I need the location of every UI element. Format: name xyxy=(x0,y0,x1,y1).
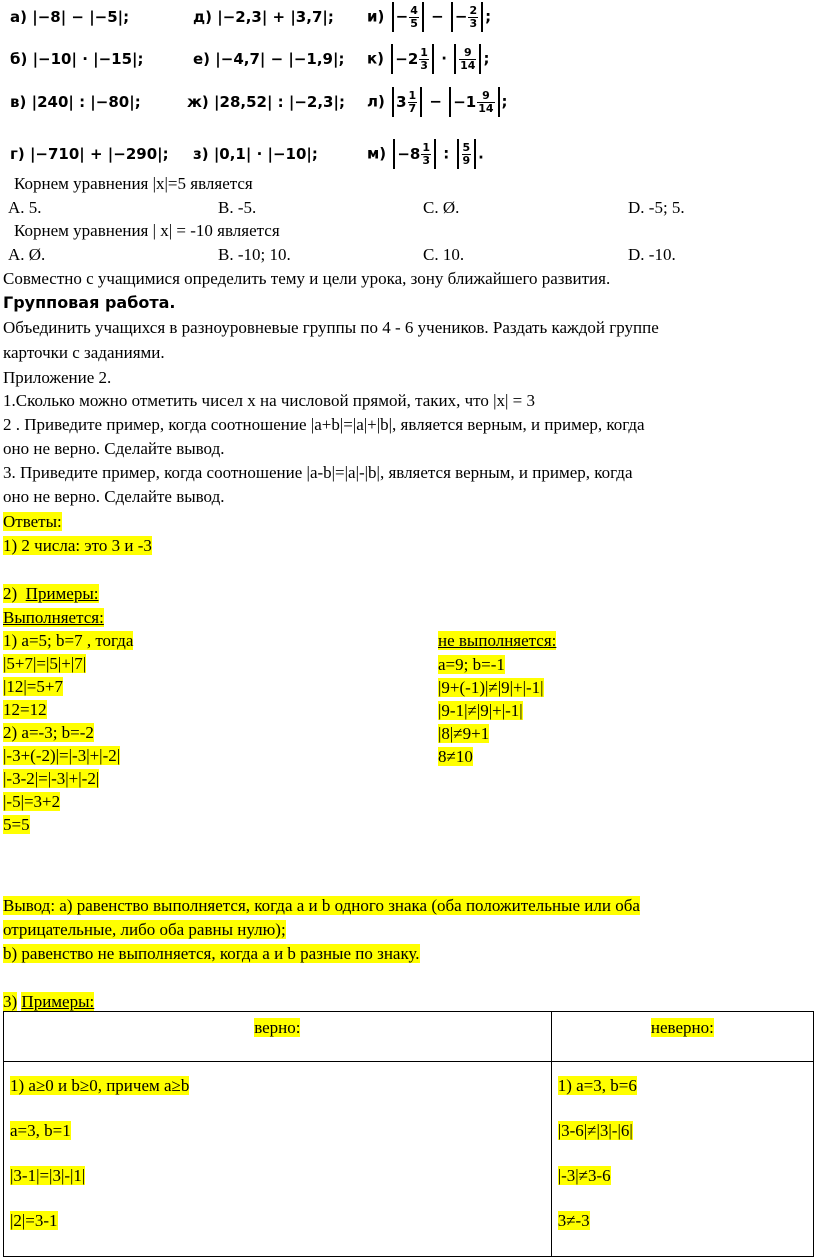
not-holds-label-text: не выполняется: xyxy=(438,631,557,650)
abs-bar xyxy=(391,44,393,74)
task-2-line2: оно не верно. Сделайте вывод. xyxy=(3,439,225,458)
abs-bar xyxy=(474,139,476,169)
table-cell-correct xyxy=(4,1062,552,1257)
line xyxy=(3,652,133,675)
abs-bar xyxy=(392,2,394,32)
abs-bar xyxy=(420,87,422,117)
abs-bar xyxy=(432,44,434,74)
holds-label xyxy=(3,606,104,629)
exercise-expr: |−10| · |−15|; xyxy=(32,50,144,68)
line-text: a=3, b=1 xyxy=(10,1121,71,1140)
denominator: 14 xyxy=(478,101,494,115)
exercise-expr: |0,1| · |−10|; xyxy=(213,145,318,163)
line-text: |8|≠9+1 xyxy=(438,724,490,743)
line xyxy=(10,1119,545,1142)
line xyxy=(558,1209,807,1232)
operator: − xyxy=(431,7,444,26)
exercise-expr: |28,52| : |−2,3|; xyxy=(214,93,345,111)
exercise-label: и) xyxy=(367,7,385,26)
abs-bar xyxy=(454,44,456,74)
header-correct: верно: xyxy=(254,1018,301,1037)
denominator: 3 xyxy=(420,58,428,72)
answer-2-label: Примеры: xyxy=(25,584,99,603)
abs-bar xyxy=(392,87,394,117)
fraction xyxy=(462,142,472,167)
numerator: 1 xyxy=(422,140,431,154)
exercise-k xyxy=(367,44,489,74)
line-text: |-3|≠3-6 xyxy=(557,1166,611,1185)
exercise-expr: |240| : |−80|; xyxy=(31,93,141,111)
table-row xyxy=(4,1062,814,1257)
line xyxy=(3,721,133,744)
abs-bar xyxy=(422,2,424,32)
line-text: |5+7|=|5|+|7| xyxy=(3,654,87,673)
exercise-expr: |−8| − |−5|; xyxy=(32,8,130,26)
task-1: 1.Сколько можно отметить чисел х на числовой прямой, таких, что |x| = 3 xyxy=(3,391,536,410)
line xyxy=(3,790,133,813)
minus-sign: − xyxy=(454,7,468,26)
line-text: 1) a≥0 и b≥0, причем a≥b xyxy=(10,1076,190,1095)
appendix-label: Приложение 2. xyxy=(3,368,112,387)
line-text: a=9; b=-1 xyxy=(438,655,505,674)
header-incorrect: неверно: xyxy=(650,1018,714,1037)
answer-2-heading xyxy=(3,582,99,605)
answer-3-label: Примеры: xyxy=(21,992,95,1011)
abs-bar xyxy=(451,2,453,32)
fraction xyxy=(421,142,431,167)
line xyxy=(10,1209,545,1232)
line xyxy=(558,1164,807,1187)
answer-1 xyxy=(3,534,152,557)
line xyxy=(438,653,544,676)
line-text: 12=12 xyxy=(3,700,47,719)
whole-part: −2 xyxy=(395,50,419,68)
paragraph-topic: Совместно с учащимися определить тему и цели урока, зону ближайшего развития. xyxy=(3,269,611,288)
conclusion-text: b) равенство не выполняется, когда a и b разные по знаку. xyxy=(3,944,420,963)
exercise-l xyxy=(367,87,508,117)
line-text: 3≠-3 xyxy=(557,1211,590,1230)
line-text: 2) a=-3; b=-2 xyxy=(3,723,94,742)
examples-holds xyxy=(3,629,133,836)
exercise-m xyxy=(367,139,484,169)
conclusion-line3 xyxy=(3,942,420,965)
abs-bar xyxy=(481,2,483,32)
examples-not-holds xyxy=(438,653,544,768)
task-3-line1: 3. Приведите пример, когда соотношение |a-b|=|a|-|b|, является верным, и пример, когда xyxy=(3,463,633,482)
terminator: ; xyxy=(501,92,508,111)
q1-option-c: C. Ø. xyxy=(423,198,460,217)
examples-table xyxy=(3,1011,814,1257)
numerator: 2 xyxy=(469,3,478,17)
line xyxy=(3,629,133,652)
numerator: 5 xyxy=(462,140,471,154)
line-text: 5=5 xyxy=(3,815,30,834)
fraction xyxy=(409,5,419,30)
line xyxy=(3,675,133,698)
whole-part: −8 xyxy=(397,145,421,163)
denominator: 7 xyxy=(408,101,417,115)
table-header-row xyxy=(4,1012,814,1062)
conclusion-line2 xyxy=(3,918,286,941)
line-text: |9+(-1)|≠|9|+|-1| xyxy=(438,678,544,697)
exercise-a xyxy=(10,8,129,26)
exercise-label: в) xyxy=(10,93,27,111)
numerator: 9 xyxy=(477,90,494,103)
answer-1-text: 1) 2 числа: это 3 и -3 xyxy=(3,536,152,555)
line-text: |-5|=3+2 xyxy=(3,792,61,811)
question-2: Корнем уравнения | x| = -10 является xyxy=(14,221,280,240)
q2-option-b: B. -10; 10. xyxy=(218,245,291,264)
exercise-label: е) xyxy=(193,50,211,68)
mixed-number xyxy=(397,142,432,167)
not-holds-label xyxy=(438,629,556,652)
line xyxy=(3,813,133,836)
conclusion-text: Вывод: а) равенство выполняется, когда a и b одного знака (оба положительные или оба xyxy=(3,896,640,915)
denominator: 9 xyxy=(462,153,471,167)
exercise-i xyxy=(367,2,491,32)
answer-3-heading xyxy=(3,990,94,1013)
paragraph-groups-line2: карточки с заданиями. xyxy=(3,343,165,362)
fraction xyxy=(408,90,418,115)
line xyxy=(558,1074,807,1097)
exercise-expr: |−2,3| + |3,7|; xyxy=(217,8,334,26)
abs-bar xyxy=(434,139,436,169)
denominator: 14 xyxy=(460,58,476,72)
fraction xyxy=(468,5,478,30)
line-text: |9-1|≠|9|+|-1| xyxy=(438,701,523,720)
denominator: 5 xyxy=(410,16,418,30)
task-3-line2: оно не верно. Сделайте вывод. xyxy=(3,487,225,506)
exercise-zh xyxy=(187,93,345,111)
exercise-v xyxy=(10,93,141,111)
numerator: 1 xyxy=(408,88,417,102)
exercise-d xyxy=(193,8,334,26)
answer-2-number: 2) xyxy=(3,584,18,603)
holds-label-text: Выполняется: xyxy=(3,608,104,627)
mixed-number xyxy=(396,90,418,115)
question-1: Корнем уравнения |x|=5 является xyxy=(14,174,253,193)
line xyxy=(438,676,544,699)
q2-option-c: C. 10. xyxy=(423,245,465,264)
conclusion-text: отрицательные, либо оба равны нулю); xyxy=(3,920,286,939)
exercise-label: к) xyxy=(367,49,385,68)
terminator: . xyxy=(478,144,484,163)
terminator: ; xyxy=(483,49,490,68)
line-text: 8≠10 xyxy=(438,747,473,766)
whole-part: −1 xyxy=(453,93,477,111)
terminator: ; xyxy=(485,7,492,26)
line-text: 1) a=5; b=7 , тогда xyxy=(3,631,134,650)
abs-bar xyxy=(393,139,395,169)
answer-3-number: 3) xyxy=(3,992,18,1011)
line xyxy=(3,767,133,790)
line xyxy=(438,745,544,768)
whole-part: 3 xyxy=(396,93,407,111)
operator: · xyxy=(441,49,447,68)
mixed-number xyxy=(395,47,430,72)
mixed-number xyxy=(453,90,495,115)
exercise-label: д) xyxy=(193,8,212,26)
line-text: |12|=5+7 xyxy=(3,677,63,696)
answers-title-text: Ответы: xyxy=(3,512,62,531)
line-text: |2|=3-1 xyxy=(10,1211,58,1230)
operator: − xyxy=(429,92,442,111)
line-text: |3-1|=|3|-|1| xyxy=(10,1166,86,1185)
exercise-e xyxy=(193,50,344,68)
table-header-cell xyxy=(551,1012,813,1062)
exercise-expr: |−4,7| − |−1,9|; xyxy=(215,50,345,68)
exercise-label: г) xyxy=(10,145,25,163)
line-text: |3-6|≠|3|-|6| xyxy=(557,1121,633,1140)
fraction xyxy=(459,47,476,72)
line-text: 1) a=3, b=6 xyxy=(557,1076,637,1095)
line xyxy=(10,1074,545,1097)
heading-group-work: Групповая работа. xyxy=(3,293,176,312)
denominator: 3 xyxy=(469,16,478,30)
exercise-g xyxy=(10,145,169,163)
line xyxy=(438,722,544,745)
fraction xyxy=(477,90,494,115)
exercise-label: з) xyxy=(193,145,209,163)
exercise-label: м) xyxy=(367,144,387,163)
exercise-label: ж) xyxy=(187,93,209,111)
line xyxy=(3,744,133,767)
exercise-z xyxy=(193,145,318,163)
table-cell-incorrect xyxy=(551,1062,813,1257)
exercise-label: б) xyxy=(10,50,28,68)
task-2-line1: 2 . Приведите пример, когда соотношение |a+b|=|a|+|b|, является верным, и пример, когда xyxy=(3,415,645,434)
denominator: 3 xyxy=(422,153,431,167)
line xyxy=(3,698,133,721)
exercise-b xyxy=(10,50,144,68)
q1-option-d: D. -5; 5. xyxy=(628,198,685,217)
abs-bar xyxy=(457,139,459,169)
line xyxy=(10,1164,545,1187)
exercise-expr: |−710| + |−290|; xyxy=(29,145,169,163)
q1-option-a: A. 5. xyxy=(8,198,42,217)
numerator: 9 xyxy=(459,47,476,60)
minus-sign: − xyxy=(395,7,409,26)
q2-option-a: A. Ø. xyxy=(8,245,46,264)
numerator: 4 xyxy=(410,3,418,17)
line-text: |-3-2|=|-3|+|-2| xyxy=(3,769,100,788)
line xyxy=(438,699,544,722)
q1-option-b: B. -5. xyxy=(218,198,257,217)
exercise-label: л) xyxy=(367,92,385,111)
abs-bar xyxy=(449,87,451,117)
table-header-cell xyxy=(4,1012,552,1062)
operator: : xyxy=(443,144,450,163)
line xyxy=(558,1119,807,1142)
numerator: 1 xyxy=(420,45,428,59)
exercise-label: а) xyxy=(10,8,27,26)
abs-bar xyxy=(479,44,481,74)
fraction xyxy=(419,47,429,72)
conclusion-line1 xyxy=(3,894,640,917)
q2-option-d: D. -10. xyxy=(628,245,676,264)
line-text: |-3+(-2)|=|-3|+|-2| xyxy=(3,746,121,765)
answers-title xyxy=(3,510,62,533)
abs-bar xyxy=(498,87,500,117)
paragraph-groups-line1: Объединить учащихся в разноуровневые группы по 4 - 6 учеников. Раздать каждой группе xyxy=(3,318,659,337)
